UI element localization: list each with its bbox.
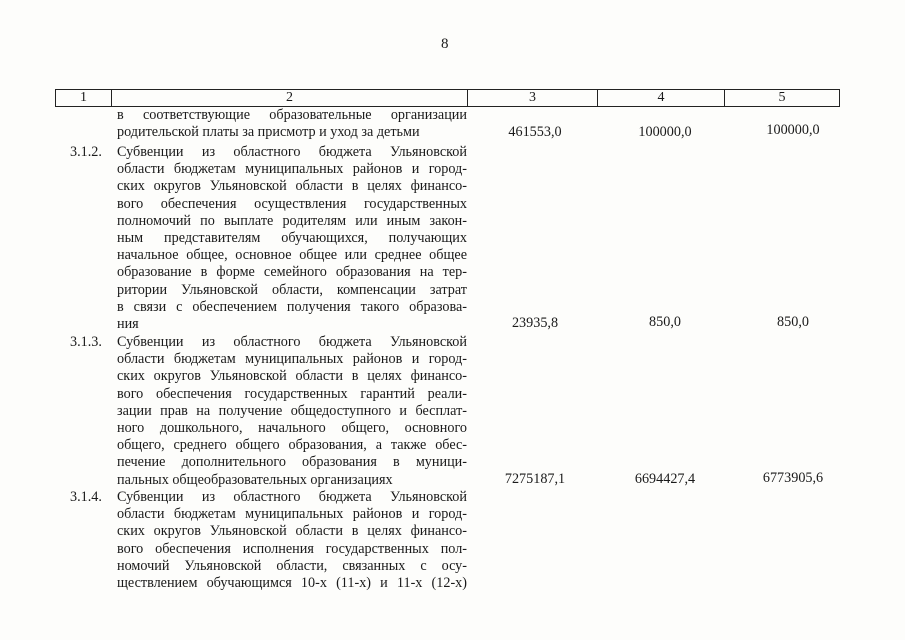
row-description — [117, 107, 467, 141]
value-col-5: 100000,0 — [766, 122, 820, 138]
value-col-5: 850,0 — [777, 314, 809, 330]
desc-line: зации прав на получение общедоступного и бесплат- — [117, 402, 467, 419]
desc-line: пальных общеобразовательных организациях — [117, 471, 393, 488]
desc-line: Субвенции из областного бюджета Ульяновской — [117, 334, 467, 350]
desc-line: вого обеспечения исполнения государственных пол- — [117, 540, 467, 557]
row-number: 3.1.4. — [70, 489, 102, 505]
desc-line: Субвенции из областного бюджета Ульяновской — [117, 144, 467, 160]
desc-line: общего, среднего общего образования, а также обес- — [117, 437, 467, 454]
header-col-2: 2 — [112, 90, 468, 106]
desc-line: вого обеспечения государственных гарантий реали- — [117, 385, 467, 402]
header-col-5: 5 — [778, 90, 786, 105]
row-description — [117, 334, 467, 489]
row-number: 3.1.3. — [70, 334, 102, 350]
value-col-5: 6773905,6 — [762, 470, 824, 486]
desc-line: образование в форме семейного образования на тер- — [117, 264, 467, 281]
desc-line: области бюджетам муниципальных районов и город- — [117, 351, 467, 368]
value-col-3: 23935,8 — [511, 315, 559, 331]
desc-line: в соответствующие образовательные организации — [117, 107, 467, 123]
desc-line: ного дошкольного, начального общего, основного — [117, 420, 467, 437]
header-col-4: 4 — [598, 90, 725, 106]
desc-line: родительской платы за присмотр и уход за детьми — [117, 124, 420, 141]
value-col-4: 850,0 — [649, 314, 681, 330]
table-header — [55, 89, 840, 107]
desc-line: полномочий по выплате родителям или иным закон- — [117, 212, 467, 229]
value-col-4: 100000,0 — [638, 124, 692, 140]
desc-line: начальное общее, основное общее или среднее общее — [117, 247, 467, 264]
header-col-3: 3 — [468, 90, 598, 106]
desc-line: ритории Ульяновской области, компенсации затрат — [117, 281, 467, 298]
desc-line: ских округов Ульяновской области в целях финансо- — [117, 523, 467, 540]
desc-line: Субвенции из областного бюджета Ульяновской — [117, 489, 467, 505]
desc-line: области бюджетам муниципальных районов и город- — [117, 161, 467, 178]
desc-line: в связи с обеспечением получения такого образова- — [117, 298, 467, 315]
header-col-1: 1 — [56, 90, 112, 106]
value-col-4: 6694427,4 — [634, 471, 696, 487]
value-col-3: 461553,0 — [508, 124, 562, 140]
desc-line: ских округов Ульяновской области в целях финансо- — [117, 368, 467, 385]
desc-line: номочий Ульяновской области, связанных с осу- — [117, 557, 467, 574]
value-col-3: 7275187,1 — [504, 471, 566, 487]
row-description — [117, 144, 467, 333]
desc-line: ских округов Ульяновской области в целях финансо- — [117, 178, 467, 195]
page-number: 8 — [441, 36, 449, 52]
desc-line: вого обеспечения осуществления государственных — [117, 195, 467, 212]
desc-line: печение дополнительного образования в муници- — [117, 454, 467, 471]
row-description — [117, 489, 467, 592]
desc-line: ным представителям обучающихся, получающих — [117, 230, 467, 247]
row-number: 3.1.2. — [70, 144, 102, 160]
desc-line: ния — [117, 316, 139, 333]
desc-line: области бюджетам муниципальных районов и город- — [117, 506, 467, 523]
desc-line: ществлением обучающимся 10-х (11-х) и 11-х (12-х) — [117, 575, 467, 592]
